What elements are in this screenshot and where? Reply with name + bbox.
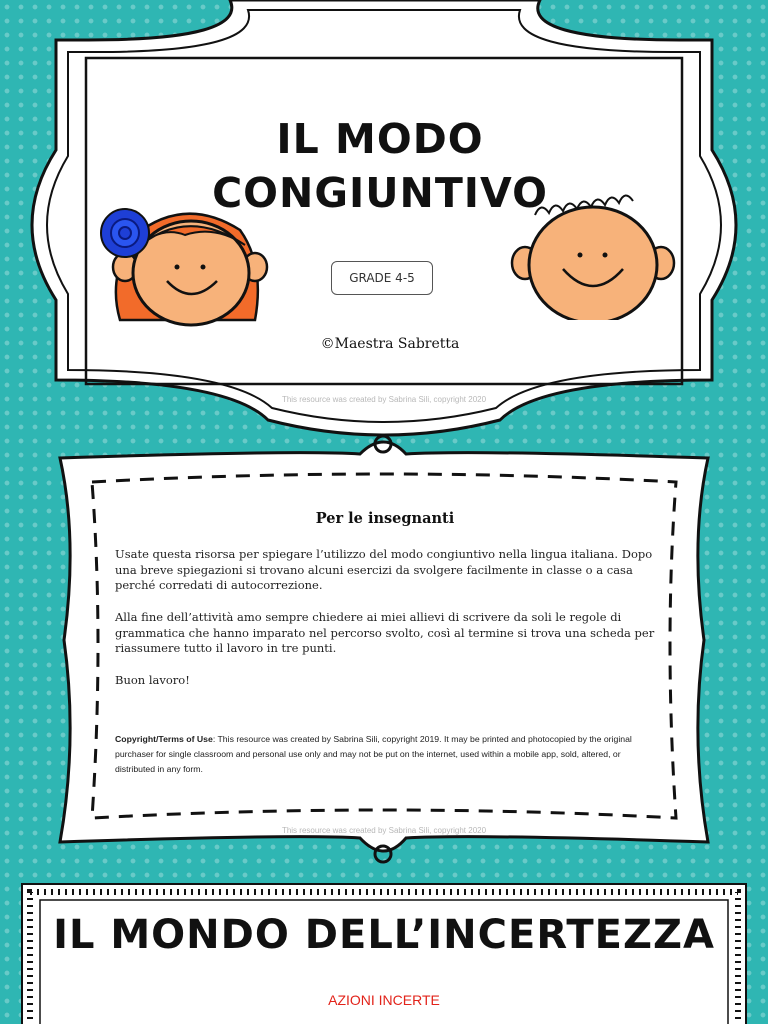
next-page-title: IL MONDO DELL’INCERTEZZA [53, 912, 715, 958]
cover-watermark: This resource was created by Sabrina Sili, copyright 2020 [281, 395, 487, 404]
terms-label: Copyright/Terms of Use [115, 734, 213, 744]
boy-face-illustration [505, 185, 685, 320]
teacher-note-heading: Per le insegnanti [315, 510, 455, 527]
teacher-note-watermark: This resource was created by Sabrina Sili, copyright 2020 [281, 826, 487, 835]
cover-title-line1: IL MODO [276, 115, 484, 163]
terms-text: : This resource was created by Sabrina Sili, copyright 2019. It may be printed and photocopied by the original purchaser for single classroom and personal use only and may not be put on the internet, used within a mobile app, sold, altered, or distributed in any form. [115, 734, 632, 774]
author-credit: ©Maestra Sabretta [320, 336, 460, 352]
terms-of-use [115, 732, 660, 777]
grade-tag: GRADE 4-5 [331, 261, 433, 295]
cover-title-line2: CONGIUNTIVO [212, 169, 548, 217]
next-page-subtitle: AZIONI INCERTE [328, 992, 440, 1008]
teacher-note-closing: Buon lavoro! [115, 673, 190, 687]
teacher-note-paragraph-1: Usate questa risorsa per spiegare l’utilizzo del modo congiuntivo nella lingua italiana. Dopo una breve spiegazioni si trovano alcuni esercizi da svolgere facilmente in classe o a casa perché corredati di autocorrezione. [115, 547, 653, 592]
teacher-note-paragraph-2: Alla fine dell’attività amo sempre chiedere ai miei allievi di scrivere da soli le regole di grammatica che hanno imparato nel percorso svolto, così al termine si trova una scheda per riassumere tutto il lavoro in tre punti. [115, 610, 655, 655]
blue-flower-icon [101, 209, 149, 257]
girl-face-illustration [95, 195, 275, 330]
